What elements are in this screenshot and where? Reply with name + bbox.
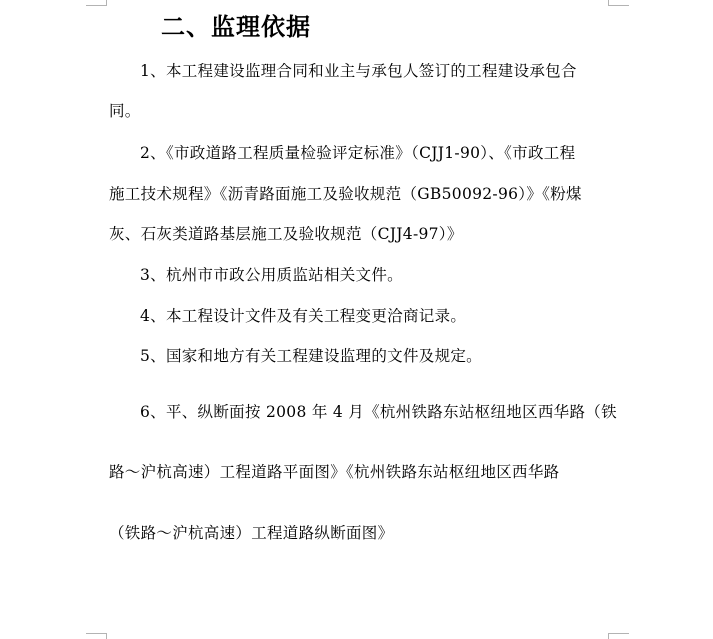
paragraph-1-line-2: 同。 — [109, 102, 141, 120]
crop-mark-bottom-right-vertical — [608, 633, 609, 639]
paragraph-5-line-1: 5、国家和地方有关工程建设监理的文件及规定。 — [140, 347, 482, 365]
paragraph-3-line-1: 3、杭州市市政公用质监站相关文件。 — [140, 266, 403, 284]
crop-mark-top-right-vertical — [608, 0, 609, 6]
paragraph-6-line-1: 6、平、纵断面按 2008 年 4 月《杭州铁路东站枢纽地区西华路（铁 — [140, 403, 617, 421]
crop-mark-top-left — [86, 5, 107, 6]
paragraph-2-line-3: 灰、石灰类道路基层施工及验收规范（CJJ4-97）》 — [109, 225, 463, 243]
crop-mark-bottom-left-vertical — [106, 633, 107, 639]
crop-mark-bottom-right — [608, 633, 629, 634]
paragraph-6-line-2: 路～沪杭高速）工程道路平面图》《杭州铁路东站枢纽地区西华路 — [109, 463, 560, 481]
paragraph-2-line-2: 施工技术规程》《沥青路面施工及验收规范（GB50092-96）》《粉煤 — [109, 185, 582, 203]
crop-mark-bottom-left — [86, 633, 107, 634]
section-heading: 二、监理依据 — [161, 13, 311, 41]
paragraph-1-line-1: 1、本工程建设监理合同和业主与承包人签订的工程建设承包合 — [140, 62, 577, 80]
crop-mark-top-right — [608, 5, 629, 6]
paragraph-6-line-3: （铁路～沪杭高速）工程道路纵断面图》 — [109, 524, 394, 542]
paragraph-2-line-1: 2、《市政道路工程质量检验评定标准》（CJJ1-90）、《市政工程 — [140, 144, 576, 162]
crop-mark-top-left-vertical — [106, 0, 107, 6]
paragraph-4-line-1: 4、本工程设计文件及有关工程变更洽商记录。 — [140, 307, 467, 325]
